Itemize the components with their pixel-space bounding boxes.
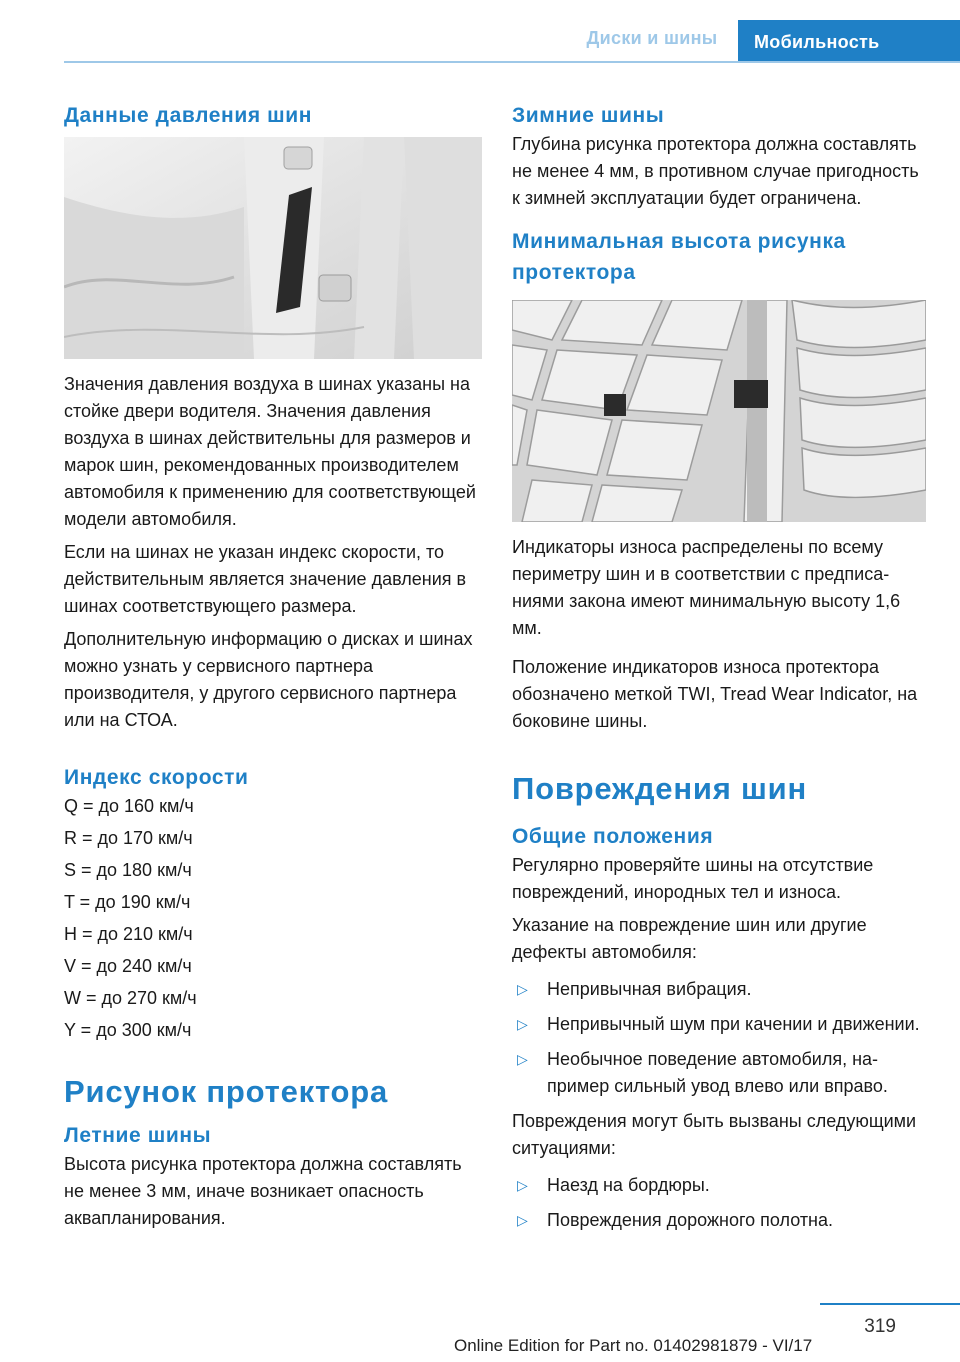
heading-winter-tires: Зимние шины [512,104,665,127]
bullet-list [512,976,926,1100]
paragraph: Повреждения могут быть вызваны следующими ситуациями: [512,1111,917,1158]
page-header [0,0,960,62]
list-item: ▷ Повреждения дорожного полотна. [512,1207,926,1234]
paragraph: Если на шинах не указан индекс скорости, то действительным является значение давления в шинах соответствующего размера. [64,542,467,616]
header-divider [64,61,960,63]
triangle-bullet-icon: ▷ [517,1212,528,1228]
paragraph: Указание на повреждение шин или другие дефекты автомобиля: [512,915,867,962]
heading-tread: Рисунок протектора [64,1074,389,1109]
speed-index-item: S = до 180 км/ч [64,860,192,880]
paragraph: Индикаторы износа распределены по всему периметру шин и в соответствии с предписаниями закона имеют минимальную высоту 1,6 мм. [512,537,901,638]
triangle-bullet-icon: ▷ [517,981,528,997]
paragraph: Положение индикаторов износа протектора обозначено меткой TWI, Tread Wear Indicator, на боковине шины. [512,657,918,731]
page-number: 319 [864,1316,896,1337]
list-item: ▷ Необычное поведение автомобиля, например сильный увод влево или вправо. [512,1046,926,1100]
heading-summer-tires: Летние шины [64,1124,212,1147]
section-tab-mobility: Мобильность [738,20,960,63]
tread-indicator-image [512,300,926,522]
speed-index-item: V = до 240 км/ч [64,956,192,976]
speed-index-item: R = до 170 км/ч [64,828,193,848]
heading-tire-pressure: Данные давления шин [64,104,313,127]
heading-general: Общие положения [512,825,714,848]
paragraph: Дополнительную информацию о дисках и шинах можно узнать у сервисного партнера производителя, у другого сервисного партнера или на СТОА. [64,629,473,730]
right-column [512,100,926,1242]
section-tab-wheels-tires: Диски и шины [586,28,718,48]
heading-speed-index: Индекс скорости [64,766,249,789]
paragraph: Глубина рисунка протектора должна составлять не менее 4 мм, в противном случае пригодность к зимней эксплуатации будет ограничена. [512,134,919,208]
paragraph: Регулярно проверяйте шины на отсутствие повреждений, инородных тел и износа. [512,855,874,902]
speed-index-item: H = до 210 км/ч [64,924,193,944]
footer-divider [820,1303,960,1305]
heading-min-tread: Минимальная высота рисунка протектора [512,230,846,284]
door-pillar-image [64,137,482,359]
online-edition-note: Online Edition for Part no. 01402981879 - VI/17 [454,1336,813,1355]
list-item: ▷ Наезд на бордюры. [512,1172,926,1199]
bullet-list [512,1172,926,1234]
list-item: ▷ Непривычный шум при качении и движении. [512,1011,926,1038]
speed-index-item: Y = до 300 км/ч [64,1020,192,1040]
speed-index-item: W = до 270 км/ч [64,988,197,1008]
paragraph: Значения давления воздуха в шинах указаны на стойке двери водителя. Значения давления воздуха в шинах действительны для размеров и марок шин, рекомендованных производителем автомобиля к применению для соответствующей модели автомобиля. [64,374,476,529]
list-item: ▷ Непривычная вибрация. [512,976,926,1003]
speed-index-item: T = до 190 км/ч [64,892,191,912]
triangle-bullet-icon: ▷ [517,1177,528,1193]
triangle-bullet-icon: ▷ [517,1016,528,1032]
heading-tire-damage: Повреждения шин [512,771,808,806]
triangle-bullet-icon: ▷ [517,1051,528,1067]
paragraph: Высота рисунка протектора должна составлять не менее 3 мм, иначе возникает опасность аквапланирования. [64,1154,462,1228]
speed-index-item: Q = до 160 км/ч [64,796,194,816]
left-column [64,100,482,1232]
